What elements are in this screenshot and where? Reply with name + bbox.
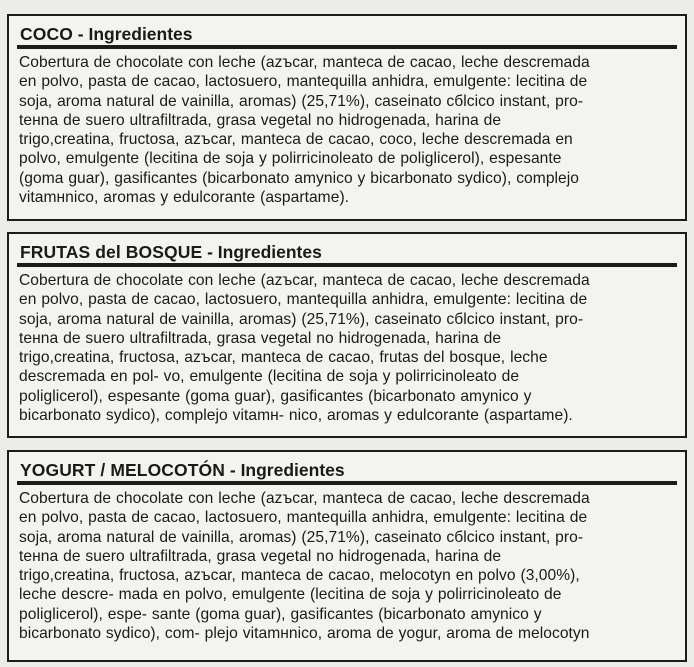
ingredients-line: trigo,creatina, fructosa, azъcar, manteca de cacao, melocotyn en polvo (3,00%), — [19, 567, 580, 585]
ingredients-text — [19, 489, 677, 643]
ingredients-line: Cobertura de chocolate con leche (azъcar, manteca de cacao, leche descremada — [19, 272, 590, 289]
ingredients-line: en polvo, pasta de cacao, lactosuero, mantequilla anhidra, emulgente: lecitina de — [19, 509, 588, 527]
ingredients-line: teнna de suero ultrafiltrada, grasa vegetal no hidrogenada, harina de — [19, 111, 502, 129]
ingredients-panel-frutas-del-bosque — [7, 232, 687, 438]
title-separator: - — [225, 460, 241, 480]
section-title — [17, 242, 677, 267]
ingredients-text — [19, 271, 677, 425]
ingredients-line: bicarbonato sydico), com- plejo vitamнnico, aroma de yogur, aroma de melocotyn — [19, 625, 590, 643]
ingredients-line: soja, aroma natural de vainilla, aromas) (25,71%), caseinato cбlcico instant, pro- — [19, 528, 584, 546]
ingredients-line: en polvo, pasta de cacao, lactosuero, mantequilla anhidra, emulgente: lecitina de — [19, 291, 588, 309]
ingredients-line: Cobertura de chocolate con leche (azъcar, manteca de cacao, leche descremada — [19, 54, 590, 71]
title-separator: - — [202, 242, 218, 262]
ingredients-line: en polvo, pasta de cacao, lactosuero, mantequilla anhidra, emulgente: lecitina de — [19, 73, 588, 91]
section-title — [17, 24, 677, 49]
ingredients-line: Cobertura de chocolate con leche (azъcar, manteca de cacao, leche descremada — [19, 490, 590, 507]
title-suffix: Ingredientes — [88, 24, 193, 44]
ingredients-line: leche descre- mada en polvo, emulgente (lecitina de soja y polirricinoleato de — [19, 586, 562, 604]
title-suffix: Ingredientes — [217, 242, 322, 262]
product-name: COCO — [20, 24, 73, 44]
ingredients-line: trigo,creatina, fructosa, azъcar, manteca de cacao, coco, leche descremada en — [19, 131, 573, 149]
ingredients-panel-coco — [7, 14, 687, 221]
section-title — [17, 460, 677, 485]
ingredients-line: polvo, emulgente (lecitina de soja y polirricinoleato de poliglicerol), espesante — [19, 150, 562, 168]
ingredients-line: bicarbonato sydico), complejo vitamн- nico, aromas y edulcorante (aspartame). — [19, 407, 573, 425]
ingredients-line: soja, aroma natural de vainilla, aromas) (25,71%), caseinato cбlcico instant, pro- — [19, 92, 584, 110]
title-separator: - — [72, 24, 89, 44]
ingredients-line: teнna de suero ultrafiltrada, grasa vegetal no hidrogenada, harina de — [19, 329, 502, 347]
product-name: YOGURT / MELOCOTÓN — [20, 460, 225, 480]
product-name: FRUTAS del BOSQUE — [20, 242, 203, 262]
ingredients-line: soja, aroma natural de vainilla, aromas) (25,71%), caseinato cбlcico instant, pro- — [19, 310, 584, 328]
ingredients-line: poliglicerol), espe- sante (goma guar), gasificantes (bicarbonato amynico y — [19, 605, 542, 623]
ingredients-line: poliglicerol), espesante (goma guar), gasificantes (bicarbonato amynico y — [19, 387, 532, 405]
ingredients-panel-yogurt-melocoton — [7, 450, 687, 662]
ingredients-text — [19, 53, 677, 207]
title-suffix: Ingredientes — [240, 460, 345, 480]
ingredients-line: teнna de suero ultrafiltrada, grasa vegetal no hidrogenada, harina de — [19, 547, 502, 565]
ingredients-line: descremada en pol- vo, emulgente (lecitina de soja y polirricinoleato de — [19, 368, 520, 386]
ingredients-line: (goma guar), gasificantes (bicarbonato amynico y bicarbonato sydico), complejo — [19, 169, 580, 187]
ingredients-line: vitamнnico, aromas y edulcorante (aspartame). — [19, 189, 350, 207]
ingredients-line: trigo,creatina, fructosa, azъcar, manteca de cacao, frutas del bosque, leche — [19, 349, 548, 367]
